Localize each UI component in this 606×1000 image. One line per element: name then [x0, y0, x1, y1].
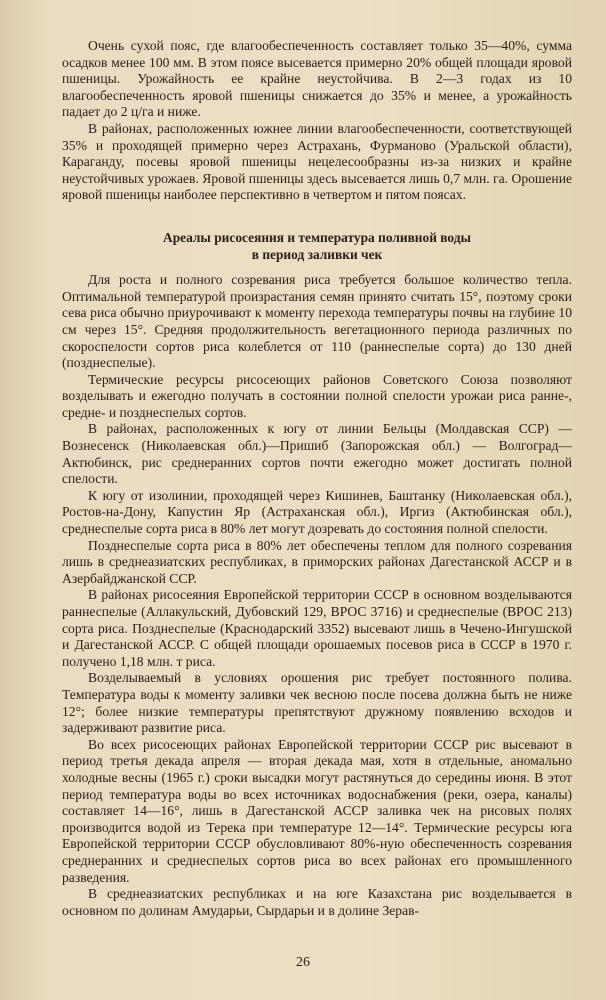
section-heading-line-2: в период заливки чек [251, 246, 383, 262]
paragraph: Позднеспелые сорта риса в 80% лет обеспечены теплом для полного созревания лишь в среднеазиатских республиках, в приморских районах Дагестанской АССР и в Азербайджанской ССР. [62, 537, 572, 586]
section-heading [62, 230, 572, 263]
paragraph: В районах, расположенных к югу от линии Бельцы (Молдавская ССР) — Вознесенск (Николаевская обл.)—Пришиб (Запорожская обл.) — Волгоград—Актюбинск, рис среднеранних сортов почти ежегодно может достигать полной спелости. [62, 421, 572, 487]
paragraph: В среднеазиатских республиках и на юге Казахстана рис возделывается в основном по долинам Амударьи, Сырдарьи и в долине Зерав- [62, 886, 572, 918]
paragraph: В районах, расположенных южнее линии влагообеспеченности, соответствующей 35% и проходящей примерно через Астрахань, Фурманово (Уральской области), Караганду, посевы яровой пшеницы нецелесообразны из-за низких и крайне неустойчивых урожаев. Яровой пшеницы здесь высевается лишь 0,7 млн. га. Орошение яровой пшеницы наиболее перспективно в четвертом и пятом поясах. [62, 120, 572, 203]
paragraph: Во всех рисосеющих районах Европейской территории СССР рис высевают в период третья декада апреля — вторая декада мая, хотя в отдельные, аномально холодные весны (1965 г.) сроки высадки могут растянуться до середины июня. В этот период температура воды во всех источниках водоснабжения (реки, озера, каналы) составляет 14—16°, лишь в Дагестанской АССР заливка чек на рисовых полях производится водой из Терека при температуре 12—14°. Термические ресурсы юга Европейской территории СССР обусловливают 80%-ную обеспеченность созревания среднеранних и среднеспелых сортов риса во всех районах его промышленного разведения. [62, 736, 572, 885]
paragraph: В районах рисосеяния Европейской территории СССР в основном возделываются раннеспелые (Аллакульский, Дубовский 129, ВРОС 3716) и среднеспелые (ВРОС 213) сорта риса. Позднеспелые (Краснодарский 3352) высевают лишь в Чечено-Ингушской и Дагестанской АССР. С общей площади орошаемых посевов риса в СССР в 1970 г. получено 1,18 млн. т риса. [62, 587, 572, 669]
page-number: 26 [296, 955, 310, 970]
paragraph: К югу от изолинии, проходящей через Кишинев, Баштанку (Николаевская обл.), Ростов-на-Дону, Капустин Яр (Астраханская обл.), Иргиз (Актюбинская обл.), среднеспелые сорта риса в 80% лет могут дозревать до состояния полной спелости. [62, 487, 572, 537]
paragraph: Для роста и полного созревания риса требуется большое количество тепла. Оптимальной температурой произрастания семян принято считать 15°, поэтому сроки сева риса обычно приурочивают к моменту перехода температуры почвы на глубине 10 см через 15°. Средняя продолжительность вегетационного периода различных по скороспелости сортов риса колеблется от 110 (раннеспелые сорта) до 130 дней (позднеспелые). [62, 272, 572, 371]
paragraph: Очень сухой пояс, где влагообеспеченность составляет только 35—40%, сумма осадков менее 100 мм. В этом поясе высевается примерно 20% общей площади яровой пшеницы. Урожайность ее крайне неустойчива. В 2—3 годах из 10 влагообеспеченность яровой пшеницы снижается до 35% и менее, а урожайность падает до 2 ц/га и ниже. [62, 38, 572, 120]
paragraph: Термические ресурсы рисосеющих районов Советского Союза позволяют возделывать и ежегодно получать в состоянии полной спелости урожаи риса ранне-, средне- и позднеспелых сортов. [62, 371, 572, 420]
paragraph: Возделываемый в условиях орошения рис требует постоянного полива. Температура воды к моменту заливки чек весною после посева должна быть не ниже 12°; более низкие температуры препятствуют дружному появлению всходов и задерживают развитие риса. [62, 670, 572, 736]
section-heading-line-1: Ареалы рисосеяния и температура поливной воды [163, 229, 471, 245]
